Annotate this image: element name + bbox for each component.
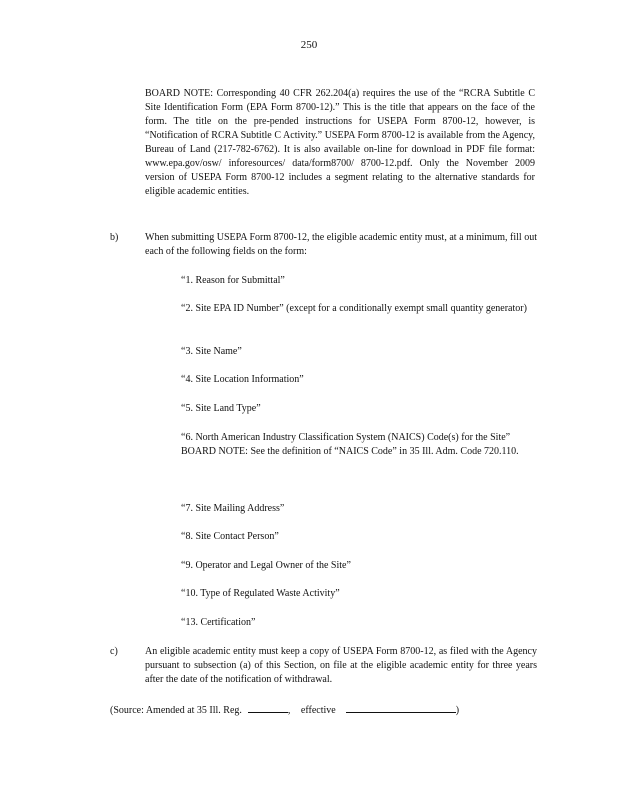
page-number: 250	[300, 39, 318, 51]
field-item-1: “1. Reason for Submittal”	[181, 275, 285, 286]
subsection-c-marker: c)	[110, 646, 118, 657]
field-item-5: “5. Site Land Type”	[181, 403, 261, 414]
required-field-list-3	[181, 345, 533, 359]
source-note	[110, 702, 540, 718]
required-field-list-10	[181, 587, 533, 601]
required-field-list-9	[181, 559, 533, 573]
required-field-list-5	[181, 402, 533, 416]
field-item-9: “9. Operator and Legal Owner of the Site”	[181, 560, 351, 571]
source-effective-label: effective	[300, 705, 336, 716]
required-field-list	[181, 274, 533, 288]
required-field-list-4	[181, 373, 533, 387]
register-blank	[248, 702, 288, 713]
required-field-list-2	[181, 302, 533, 316]
field-item-4: “4. Site Location Information”	[181, 374, 304, 385]
field-item-8: “8. Site Contact Person”	[181, 531, 279, 542]
required-field-list-7	[181, 502, 533, 516]
field-item-6: “6. North American Industry Classification System (NAICS) Code(s) for the Site”	[181, 432, 511, 443]
required-field-list-11	[181, 616, 533, 630]
field-item-3: “3. Site Name”	[181, 346, 242, 357]
subsection-b-text: When submitting USEPA Form 8700-12, the eligible academic entity must, at a minimum, fill out each of the following fields on the form:	[145, 232, 537, 257]
source-comma: ,	[287, 705, 291, 716]
field-item-13: “13. Certification”	[181, 617, 256, 628]
required-field-list-6	[181, 431, 533, 459]
subsection-c-text: An eligible academic entity must keep a copy of USEPA Form 8700-12, as filed with the Agency pursuant to subsection (a) of this Section, on file at the eligible academic entity for three years after the date of the notification of withdrawal.	[145, 646, 537, 685]
source-prefix: (Source: Amended at 35 Ill. Reg.	[110, 705, 242, 716]
source-close: )	[455, 705, 460, 716]
board-note-naics: BOARD NOTE: See the definition of “NAICS Code” in 35 Ill. Adm. Code 720.110.	[181, 446, 519, 457]
required-field-list-8	[181, 530, 533, 544]
board-note-form-title: BOARD NOTE: Corresponding 40 CFR 262.204(a) requires the use of the “RCRA Subtitle C Site Identification Form (EPA Form 8700-12).” This is the title that appears on the face of the form. The title on the pre-pended instructions for USEPA Form 8700-12, however, is “Notification of RCRA Subtitle C Activity.” USEPA Form 8700-12 is available from the Agency, Bureau of Land (217-782-6762). It is also available on-line for download in PDF file format: www.epa.gov/osw/ inforesources/ data/form8700/ 8700-12.pdf. Only the November 2009 version of USEPA Form 8700-12 includes a segment relating to the alternative standards for eligible academic entities.	[145, 88, 535, 197]
field-item-7: “7. Site Mailing Address”	[181, 503, 285, 514]
effective-date-blank	[346, 702, 456, 713]
field-item-10: “10. Type of Regulated Waste Activity”	[181, 588, 340, 599]
field-item-2: “2. Site EPA ID Number” (except for a conditionally exempt small quantity generator)	[181, 303, 527, 314]
subsection-b-marker: b)	[110, 232, 119, 243]
